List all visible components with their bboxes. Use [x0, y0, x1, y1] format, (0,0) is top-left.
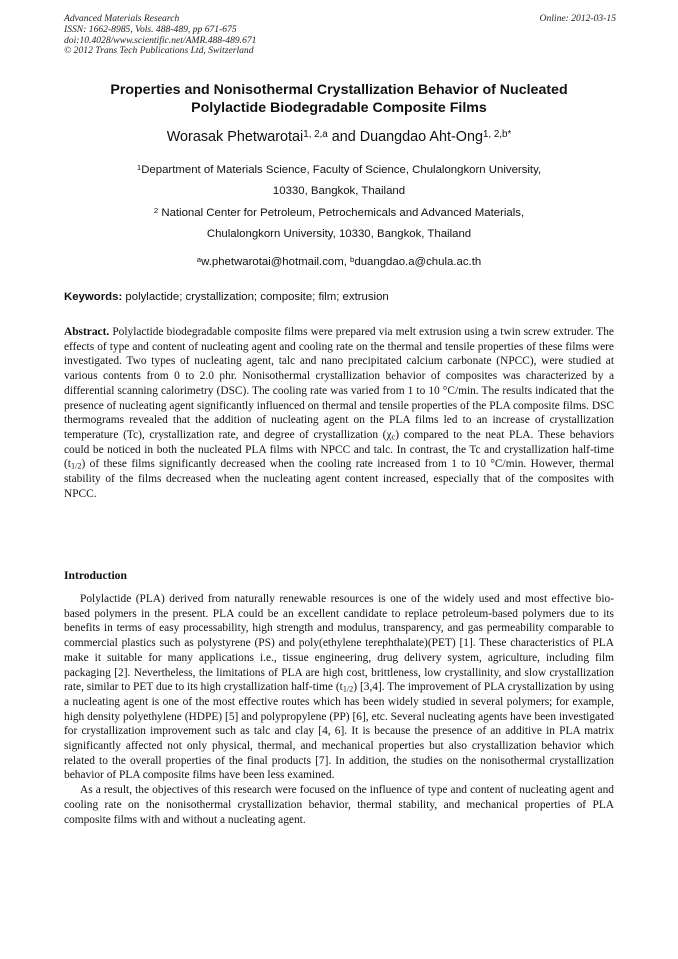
- author-1-name: Worasak Phetwarotai: [166, 129, 304, 145]
- journal-name: Advanced Materials Research: [64, 13, 180, 24]
- intro-p1-text-1: Polylactide (PLA) derived from naturally renewable resources is one of the widely used and most effective bio-based polymers in the present. PLA could be an excellent candidate to replace petroleum-based polymers due to its benefits in terms of easy processability, high strength and modulus, transparency, and gas permeability comparable to commercial plastics such as polystyrene (PS) and poly(ethylene terephthalate)(PET) [1]. These characteristics of PLA make it suitable for many applications i.e., tissue engineering, drug delivery system, agriculture, including film packaging [2]. Nevertheless, the limitations of PLA are high cost, brittleness, low crystallinity, and slow crystallization rate, similar to PET due to its high crystallization half-time (t: [64, 593, 614, 694]
- affiliation-2: [40, 206, 638, 241]
- title-line-2: Polylactide Biodegradable Composite Films: [191, 100, 487, 116]
- affiliation-1: [40, 163, 638, 198]
- keywords: [64, 290, 624, 304]
- affiliation-2-text: National Center for Petroleum, Petrochemicals and Advanced Materials,: [158, 207, 525, 219]
- copyright-line: © 2012 Trans Tech Publications Ltd, Switzerland: [64, 45, 254, 57]
- introduction-paragraph-2: As a result, the objectives of this research were focused on the influence of type and content of nucleating agent and cooling rate on the nonisothermal crystallization behavior, thermal stability, and mechanical properties of PLA composite films with and without a nucleating agent.: [64, 784, 614, 826]
- intro-p1-subscript: 1/2: [342, 684, 354, 694]
- affiliation-2-line-1: [40, 206, 638, 220]
- abstract-text-2: ) compared to the neat PLA. These behaviors could be noticed in both the nucleated PLA films with NPCC and talc. In contrast, the Tc and crystallization half-time (t: [64, 428, 614, 471]
- introduction-paragraph-1: [64, 592, 614, 783]
- introduction-heading: Introduction: [64, 569, 127, 582]
- affiliation-2-line-2: Chulalongkorn University, 10330, Bangkok, Thailand: [206, 228, 472, 240]
- abstract-text-3: ) of these films significantly decreased when the cooling rate increased from 1 to 10 °C/min. However, thermal stability of the films decreased when the nucleating agent content increased, especially that of the composites with NPCC.: [64, 458, 614, 500]
- affiliation-2-marker: 2: [153, 205, 159, 215]
- title-line-1: Properties and Nonisothermal Crystallization Behavior of Nucleated: [110, 82, 568, 98]
- email-marker-b: b: [350, 254, 355, 264]
- affiliation-1-line-1: [40, 163, 638, 177]
- email-line: [40, 255, 638, 269]
- affiliation-1-marker: 1: [136, 162, 142, 172]
- author-1-affil: 1, 2,a: [303, 128, 328, 140]
- abstract-label: Abstract.: [64, 326, 110, 338]
- abstract-chi-subscript: c: [391, 432, 396, 442]
- journal-header: [64, 14, 616, 57]
- email-a: w.phetwarotai@hotmail.com,: [201, 256, 351, 268]
- keywords-text: polylactide; crystallization; composite; film; extrusion: [122, 291, 389, 303]
- keywords-label: Keywords:: [64, 291, 123, 303]
- doi-line: doi:10.4028/www.scientific.net/AMR.488-489.671: [64, 34, 257, 46]
- abstract: [64, 325, 614, 501]
- abstract-text-1: Polylactide biodegradable composite films were prepared via melt extrusion using a twin screw extruder. The effects of type and content of nucleating agent and cooling rate on the thermal and tensile properties of these films were investigated. Two types of nucleating agent, talc and nano precipitated calcium carbonate (NPCC), were studied at various contents from 0 to 2.0 phr. Nonisothermal crystallization behavior of composites was characterized by a differential scanning calorimetry (DSC). The cooling rate was varied from 1 to 10 °C/min. The results indicated that the presence of nucleating agent significantly influenced on thermal and tensile properties of the PLA composite films. DSC thermograms revealed that the addition of nucleating agent on the PLA films led to an increase of crystallization temperature (Tc), crystallization rate, and degree of crystallization (χ: [64, 326, 614, 441]
- abstract-t-subscript: 1/2: [70, 461, 82, 471]
- author-list: [40, 128, 638, 146]
- issn-line: ISSN: 1662-8985, Vols. 488-489, pp 671-675: [64, 23, 237, 35]
- paper-title: [40, 81, 638, 117]
- affiliation-1-line-2: 10330, Bangkok, Thailand: [272, 185, 406, 197]
- email-marker-a: a: [196, 254, 202, 264]
- intro-p1-text-2: ) [3,4]. The improvement of PLA crystallization by using a nucleating agent is one of the most effective routes which has been widely studied in several polymers; for example, high density polyethylene (HDPE) [5] and polypropylene (PP) [6], etc. Several nucleating agents have been investigated for crystallization improvement such as talc and clay [4, 6]. It is because the presence of an additive in PLA matrix significantly affected not only physical, thermal, and mechanical properties but also crystallization behavior which related to the overall properties of the final products [7]. In addition, the studies on the nonisothermal crystallization behavior of PLA composite films have been less examined.: [64, 681, 614, 782]
- email-b: duangdao.a@chula.ac.th: [354, 256, 482, 268]
- online-date: Online: 2012-03-15: [539, 13, 616, 24]
- affiliation-1-text: Department of Materials Science, Faculty of Science, Chulalongkorn University,: [141, 164, 542, 176]
- author-conjunction: and: [327, 129, 360, 145]
- author-2-affil: 1, 2,b*: [482, 128, 512, 140]
- author-2-name: Duangdao Aht-Ong: [359, 129, 483, 145]
- introduction-body: [64, 592, 614, 827]
